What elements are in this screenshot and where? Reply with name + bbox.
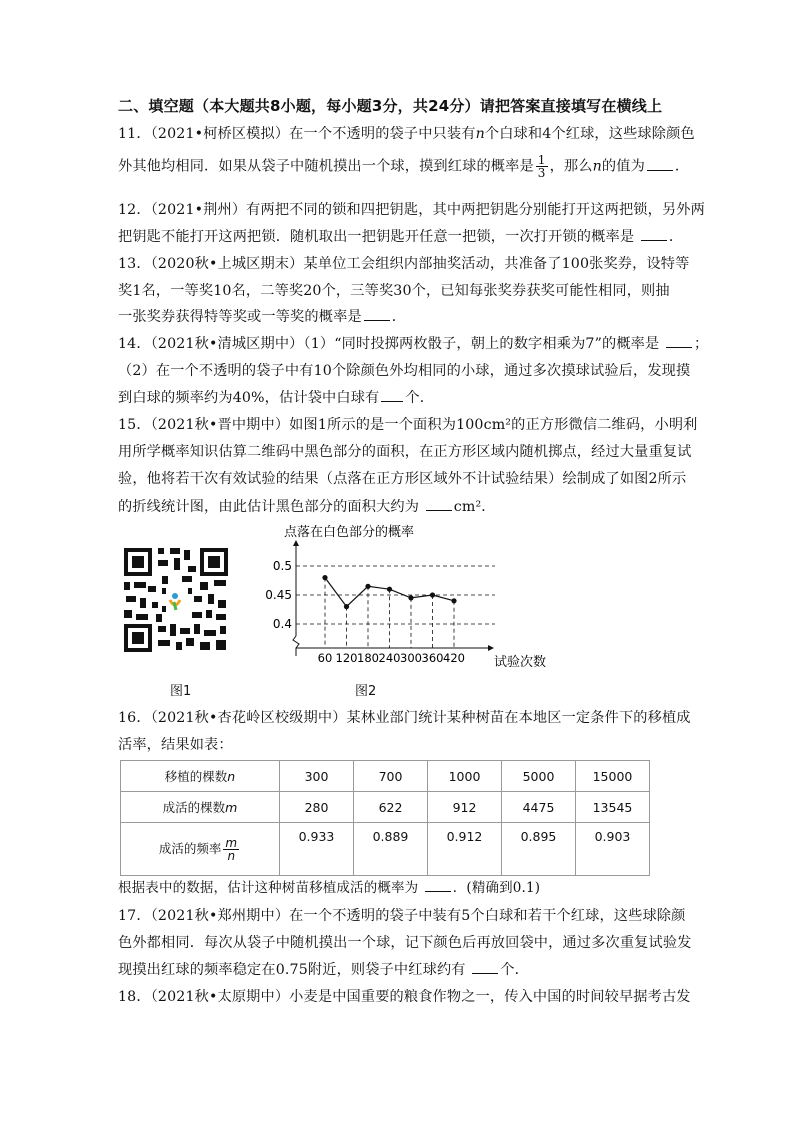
q15-line4: 的折线统计图，由此估计黑色部分的面积大约为 cm²．	[118, 499, 496, 515]
table-row	[121, 792, 650, 823]
q17-line2: 色外都相同．每次从袋子中随机摸出一个球，记下颜色后再放回袋中，通过多次重复试验发	[118, 935, 692, 951]
table-row	[121, 823, 650, 876]
q15-line2: 用所学概率知识估算二维码中黑色部分的面积，在正方形区域内随机掷点，经过大量重复试	[118, 444, 692, 460]
q12-line2: 把钥匙不能打开这两把锁．随机取出一把钥匙开任意一把锁，一次打开锁的概率是 ．	[118, 229, 684, 245]
table-cell: 4475	[502, 792, 576, 823]
x-axis-label: 试验次数	[494, 655, 547, 670]
fraction-m-over-n: $\frac{m}{n}$	[225, 835, 238, 863]
x-tick-label: 120	[335, 651, 358, 665]
answer-blank	[641, 239, 667, 241]
section-title: 二、填空题（本大题共8小题，每小题3分，共24分）请把答案直接填写在横线上	[118, 97, 663, 115]
table-cell: 300	[280, 761, 354, 792]
table-cell: 912	[428, 792, 502, 823]
data-point	[387, 587, 392, 592]
q11-line1: 11．（2021•柯桥区模拟）在一个不透明的袋子中只装有n个白球和4个红球，这些球除颜色	[118, 126, 695, 142]
y-axis-arrow	[293, 540, 299, 546]
table-cell: 13545	[576, 792, 650, 823]
figure-1-label: 图1	[170, 684, 192, 699]
x-tick-label: 360	[421, 651, 444, 665]
table-cell: 0.889	[354, 823, 428, 876]
q14-line3: 到白球的频率约为40%，估计袋中白球有 个．	[118, 390, 435, 406]
q12-line1: 12．（2021•荆州）有两把不同的锁和四把钥匙，其中两把钥匙分别能打开这两把锁，另外两	[118, 202, 705, 218]
qr-code-image	[122, 546, 230, 654]
x-tick-label: 240	[378, 651, 401, 665]
q14-line1: 14．（2021秋•清城区期中）（1）“同时投掷两枚骰子，朝上的数字相乘为7”的概率是 ；	[118, 336, 709, 352]
q15-line1: 15．（2021秋•晋中期中）如图1所示的是一个面积为100cm²的正方形微信二维码，小明利	[118, 417, 698, 433]
figure-2-label: 图2	[355, 684, 377, 699]
q16-after: 根据表中的数据，估计这种树苗移植成活的概率为 ．(精确到0.1)	[118, 880, 541, 896]
row-header: 成活的棵数m	[121, 792, 280, 823]
table-cell: 280	[280, 792, 354, 823]
table-cell: 5000	[502, 761, 576, 792]
data-point	[322, 575, 327, 580]
q13-line2: 奖1名，一等奖10名，二等奖20个，三等奖30个，已知每张奖券获奖可能性相同，则抽	[118, 283, 670, 299]
answer-blank	[647, 169, 673, 171]
chart-title: 点落在白色部分的概率	[284, 525, 415, 540]
data-point	[365, 584, 370, 589]
q16-line1: 16．（2021秋•杏花岭区校级期中）某林业部门统计某种树苗在本地区一定条件下的移植成	[118, 710, 691, 726]
q17-line1: 17．（2021秋•郑州期中）在一个不透明的袋子中装有5个白球和若干个红球，这些球除颜	[118, 908, 686, 924]
x-tick-label: 420	[443, 651, 465, 665]
x-tick-label: 300	[400, 651, 422, 665]
answer-blank	[472, 972, 498, 974]
row-header: 移植的棵数n	[121, 761, 280, 792]
data-point	[430, 592, 435, 597]
y-axis-break	[293, 636, 299, 656]
table-row	[121, 761, 650, 792]
fraction-one-third: $\frac{1}{3}$	[537, 153, 546, 180]
x-axis-arrow	[488, 645, 494, 651]
survival-rate-table	[120, 760, 650, 876]
answer-blank	[426, 509, 452, 511]
data-point	[344, 604, 349, 609]
table-cell: 0.895	[502, 823, 576, 876]
data-point	[451, 598, 456, 603]
q13-line3: 一张奖券获得特等奖或一等奖的概率是 ．	[118, 309, 407, 325]
table-cell: 0.933	[280, 823, 354, 876]
answer-blank	[381, 400, 403, 402]
q16-line2: 活率，结果如表：	[118, 737, 233, 753]
answer-blank	[425, 890, 451, 892]
table-cell: 622	[354, 792, 428, 823]
data-point	[408, 595, 413, 600]
table-cell: 15000	[576, 761, 650, 792]
table-cell: 0.912	[428, 823, 502, 876]
x-tick-label: 60	[317, 651, 333, 665]
table-cell: 0.903	[576, 823, 650, 876]
y-tick-label: 0.45	[265, 588, 292, 602]
table-cell: 1000	[428, 761, 502, 792]
answer-blank	[666, 346, 692, 348]
y-tick-label: 0.5	[272, 559, 292, 573]
x-tick-label: 180	[357, 651, 379, 665]
table-cell: 700	[354, 761, 428, 792]
q15-line3: 验，他将若干次有效试验的结果（点落在正方形区域外不计试验结果）绘制成了如图2所示	[118, 471, 687, 487]
q17-line3: 现摸出红球的频率稳定在0.75附近，则袋子中红球约有 个．	[118, 962, 529, 978]
answer-blank	[364, 319, 390, 321]
q18-line1: 18．（2021秋•太原期中）小麦是中国重要的粮食作物之一，传入中国的时间较早据考古发	[118, 989, 691, 1005]
row-header: 成活的频率 $\frac{m}{n}$	[121, 823, 280, 876]
q14-line2: （2）在一个不透明的袋子中有10个除颜色外均相同的小球，通过多次摸球试验后，发现摸	[118, 363, 691, 379]
y-tick-label: 0.4	[272, 617, 292, 631]
q11-line2: 外其他均相同．如果从袋子中随机摸出一个球，摸到红球的概率是 $\frac{1}{3}$ ，那么n的值为 ．	[118, 153, 690, 180]
line-chart	[265, 524, 560, 674]
q13-line1: 13．（2020秋•上城区期末）某单位工会组织内部抽奖活动，共准备了100张奖券，设特等	[118, 256, 690, 272]
